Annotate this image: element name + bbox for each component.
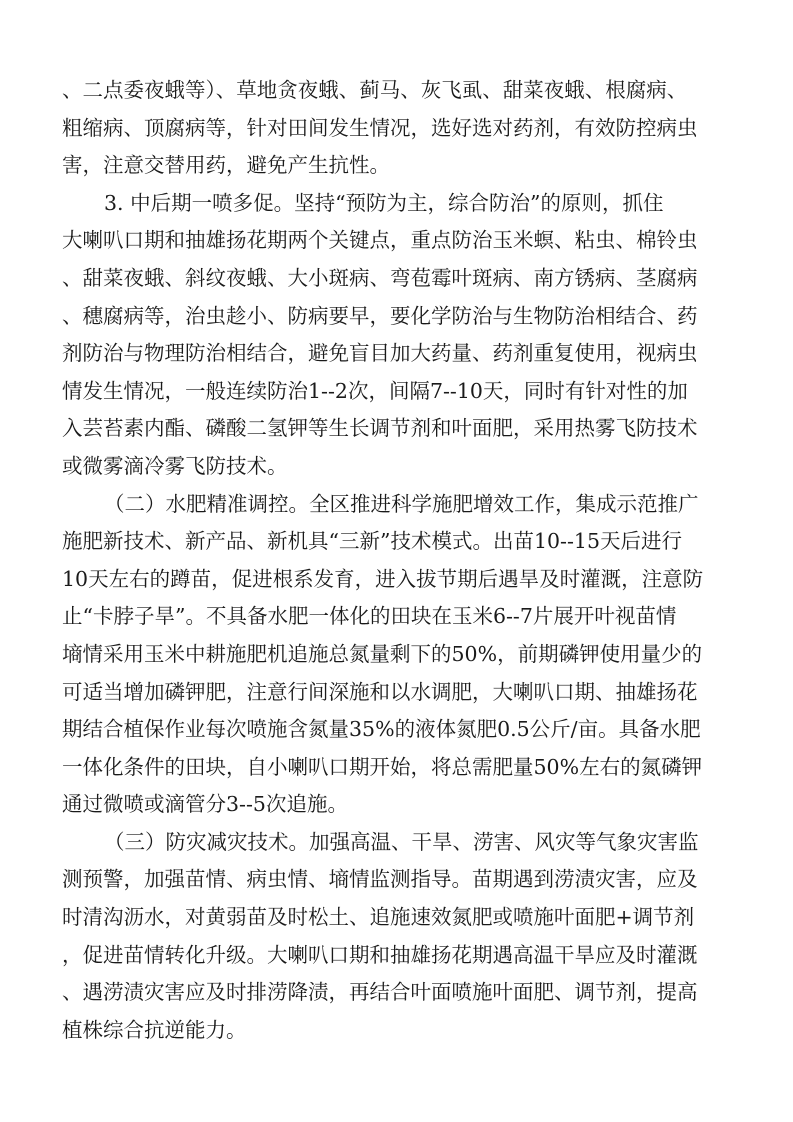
- text-line: 、甜菜夜蛾、斜纹夜蛾、大小斑病、弯苞霉叶斑病、南方锈病、茎腐病: [62, 265, 698, 290]
- text-line: 粗缩病、顶腐病等，针对田间发生情况，选好选对药剂，有效防控病虫: [62, 115, 698, 140]
- text-line: 、二点委夜蛾等）、草地贪夜蛾、蓟马、灰飞虱、甜菜夜蛾、根腐病、: [62, 78, 688, 102]
- text-line: 10天左右的蹲苗，促进根系发育，进入拔节期后遇旱及时灌溉，注意防: [62, 566, 704, 591]
- text-line: 施肥新技术、新产品、新机具“三新”技术模式。出苗10--15天后进行: [62, 529, 682, 554]
- document-body: [62, 72, 738, 1049]
- text-line: 墒情采用玉米中耕施肥机追施总氮量剩下的50%，前期磷钾使用量少的: [62, 641, 703, 666]
- text-line: 可适当增加磷钾肥，注意行间深施和以水调肥，大喇叭口期、抽雄扬花: [62, 679, 698, 704]
- text-line: ，促进苗情转化升级。大喇叭口期和抽雄扬花期遇高温干旱应及时灌溉: [62, 942, 698, 967]
- text-line: 剂防治与物理防治相结合，避免盲目加大药量、药剂重复使用，视病虫: [62, 341, 698, 366]
- text-line: 植株综合抗逆能力。: [62, 1017, 247, 1042]
- text-line: 一体化条件的田块，自小喇叭口期开始，将总需肥量50%左右的氮磷钾: [62, 754, 703, 779]
- text-line: 大喇叭口期和抽雄扬花期两个关键点，重点防治玉米螟、粘虫、棉铃虫: [62, 228, 698, 253]
- text-line: 、遇涝渍灾害应及时排涝降渍，再结合叶面喷施叶面肥、调节剂，提高: [62, 980, 698, 1005]
- text-line: 害，注意交替用药，避免产生抗性。: [62, 153, 390, 178]
- text-line: 、穗腐病等，治虫趁小、防病要早，要化学防治与生物防治相结合、药: [62, 303, 698, 328]
- text-line: 止“卡脖子旱”。不具备水肥一体化的田块在玉米6--7片展开叶视苗情: [62, 604, 677, 629]
- text-line: 或微雾滴冷雾飞防技术。: [62, 453, 288, 478]
- text-line: 时清沟沥水，对黄弱苗及时松土、追施速效氮肥或喷施叶面肥+调节剂: [62, 905, 695, 930]
- section-heading-line: 3. 中后期一喷多促。坚持“预防为主，综合防治”的原则，抓住: [104, 190, 664, 215]
- text-line: 期结合植保作业每次喷施含氮量35%的液体氮肥0.5公斤/亩。具备水肥: [62, 717, 701, 742]
- text-line: 通过微喷或滴管分3--5次追施。: [62, 792, 348, 817]
- section-heading-line: （三）防灾减灾技术。加强高温、干旱、涝害、风灾等气象灾害监: [104, 829, 699, 854]
- text-line: 入芸苔素内酯、磷酸二氢钾等生长调节剂和叶面肥，采用热雾飞防技术: [62, 416, 698, 441]
- text-line: 测预警，加强苗情、病虫情、墒情监测指导。苗期遇到涝渍灾害，应及: [62, 867, 698, 892]
- text-line: 情发生情况，一般连续防治1--2次，间隔7--10天，同时有针对性的加: [62, 378, 688, 403]
- section-heading-line: （二）水肥精准调控。全区推进科学施肥增效工作，集成示范推广: [104, 491, 699, 516]
